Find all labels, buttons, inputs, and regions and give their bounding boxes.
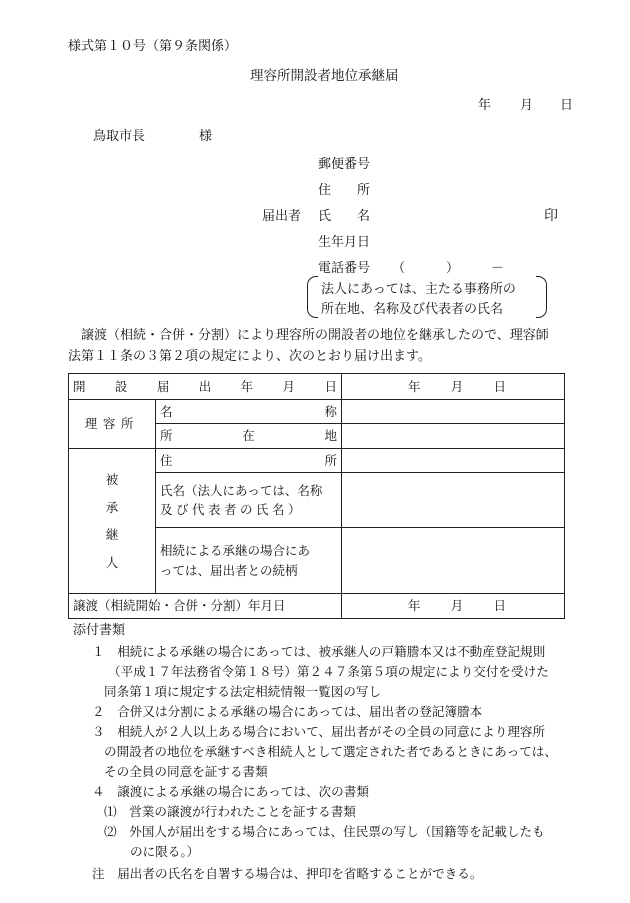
bracket-left xyxy=(307,276,318,318)
attachment-item-3-line-1: ３ 相続人が２人以上ある場合において、届出者がその全員の同意により理容所 xyxy=(92,724,546,739)
attachment-item-4-2-line-2: のに限る。） xyxy=(130,844,200,859)
corporation-note xyxy=(307,276,547,318)
phone-dash: － xyxy=(491,261,505,276)
corporation-note-line-1: 法人にあっては、主たる事務所の xyxy=(321,282,516,297)
shop-name-value xyxy=(342,400,565,424)
date-year: 年 xyxy=(478,98,492,113)
heir-name-label xyxy=(156,473,342,528)
attachment-item-4: ４ 譲渡による承継の場合にあっては、次の書類 xyxy=(92,784,369,799)
open-date-day: 日 xyxy=(493,378,506,394)
corporation-note-text xyxy=(321,280,516,320)
heir-address-label: 住 所 xyxy=(156,449,342,473)
open-date-year: 年 xyxy=(408,378,421,394)
table-row xyxy=(69,594,565,619)
attachment-item-1-line-1: １ 相続による承継の場合にあっては、被承継人の戸籍謄本又は不動産登記規則 xyxy=(92,644,546,659)
transfer-date-day: 日 xyxy=(493,598,506,614)
heir-label-char-2: 承 xyxy=(105,499,119,515)
attachments-heading: 添付書類 xyxy=(73,623,126,638)
heir-relation-line-1: 相続による承継の場合にあ xyxy=(160,543,311,559)
body-text-line-1: 譲渡（相続・合併・分割）により理容所の開設者の地位を継承したので、理容師 xyxy=(68,328,549,343)
birthdate-label: 生年月日 xyxy=(318,235,371,250)
heir-label-char-1: 被 xyxy=(105,472,119,487)
seal-mark: 印 xyxy=(544,208,558,224)
heir-label xyxy=(69,449,156,594)
open-date-month: 月 xyxy=(450,378,464,394)
transfer-date-label: 譲渡（相続開始・合併・分割）年月日 xyxy=(69,594,342,619)
shop-location-value xyxy=(342,424,565,449)
heir-relation-label xyxy=(156,528,342,594)
form-title: 理容所開設者地位承継届 xyxy=(250,68,399,84)
phone-paren-close: ） xyxy=(446,261,460,276)
corporation-note-line-2: 所在地、名称及び代表者の氏名 xyxy=(321,302,504,318)
shop-name-label: 名 称 xyxy=(156,400,342,424)
applicant-label: 届出者 xyxy=(262,209,302,224)
address-label: 住 所 xyxy=(318,183,371,198)
bracket-right xyxy=(536,276,547,318)
heir-name-line-1: 氏名（法人にあっては、名称 xyxy=(160,482,323,498)
date-day: 日 xyxy=(560,98,574,113)
phone-label: 電話番号 xyxy=(318,261,371,276)
postal-code-label: 郵便番号 xyxy=(318,157,371,172)
heir-relation-value xyxy=(342,528,565,594)
attachment-item-1-line-2: （平成１７年法務省令第１８号）第２４７条第５項の規定により交付を受けた xyxy=(108,664,549,679)
open-date-value xyxy=(342,374,565,400)
heir-label-char-4: 人 xyxy=(105,554,119,570)
addressee-honorific: 様 xyxy=(199,129,213,144)
shop-location-label: 所 在 地 xyxy=(156,424,342,449)
heir-name-line-2: 及び代表者の氏名） xyxy=(160,502,305,517)
body-text xyxy=(68,326,568,368)
attachment-item-4-2-line-1: ⑵ 外国人が届出をする場合にあっては、住民票の写し（国籍等を記載したも xyxy=(104,824,545,839)
notification-table xyxy=(68,373,565,619)
body-text-line-2: 法第１１条の３第２項の規定により、次のとおり届け出ます。 xyxy=(68,348,431,364)
attachment-item-2: ２ 合併又は分割による承継の場合にあっては、届出者の登記簿謄本 xyxy=(92,704,483,719)
transfer-date-month: 月 xyxy=(450,598,464,614)
shop-label: 理容所 xyxy=(69,400,156,449)
phone-paren-open: （ xyxy=(392,261,406,276)
attachment-item-1-line-3: 同条第１項に規定する法定相続情報一覧図の写し xyxy=(104,684,382,699)
transfer-date-value xyxy=(342,594,565,619)
heir-name-value xyxy=(342,473,565,528)
form-number: 様式第１０号（第９条関係） xyxy=(68,39,238,54)
heir-label-char-3: 継 xyxy=(105,527,119,542)
heir-relation-line-2: っては、届出者との続柄 xyxy=(160,562,298,578)
heir-address-value xyxy=(342,449,565,473)
attachment-item-3-line-2: の開設者の地位を承継すべき相続人として選定された者であるときにあっては、 xyxy=(104,744,557,759)
transfer-date-year: 年 xyxy=(408,598,421,614)
open-date-label: 開 設 届 出 年 月 日 xyxy=(69,374,342,400)
attachment-item-4-1: ⑴ 営業の譲渡が行われたことを証する書類 xyxy=(104,804,356,819)
footnote: 注 届出者の氏名を自署する場合は、押印を省略することができる。 xyxy=(92,866,483,881)
table-row xyxy=(69,400,565,424)
addressee-city: 鳥取市長 xyxy=(93,129,146,144)
table-row xyxy=(69,449,565,473)
date-month: 月 xyxy=(520,98,534,113)
name-label: 氏 名 xyxy=(318,209,371,224)
attachment-item-3-line-3: その全員の同意を証する書類 xyxy=(104,764,268,779)
table-row xyxy=(69,374,565,400)
